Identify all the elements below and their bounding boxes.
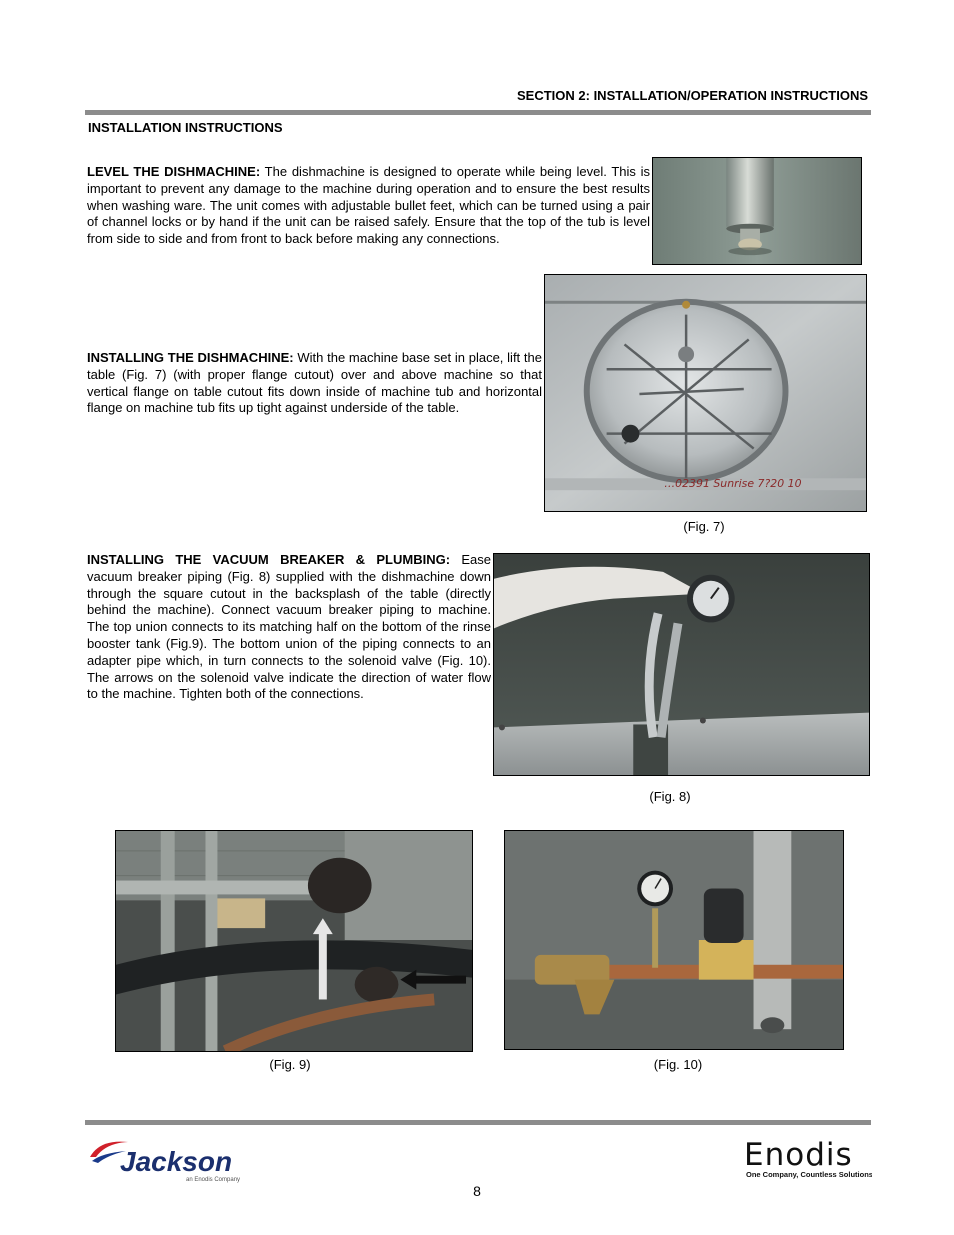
header-rule [85, 110, 871, 115]
vacuum-heading: INSTALLING THE VACUUM BREAKER & PLUMBING: [87, 552, 451, 567]
enodis-logo [742, 1133, 872, 1181]
fig10-caption: (Fig. 10) [653, 1057, 703, 1072]
fig9-photo [115, 830, 473, 1052]
page-number: 8 [473, 1183, 481, 1199]
jackson-logo-subtext: an Enodis Company [186, 1177, 241, 1183]
installing-body: With the machine base set in place, lift the table (Fig. 7) (with proper flange cutout) over and above machine so that vertical flange on table cutout fits down inside of machine tub and horizontal flange on machine tub fits up tight against underside of the table. [87, 350, 542, 416]
subheading: INSTALLATION INSTRUCTIONS [88, 120, 283, 135]
fig7-photo [544, 274, 867, 512]
enodis-tagline: One Company, Countless Solutions [746, 1170, 872, 1179]
fig9-caption: (Fig. 9) [269, 1057, 311, 1072]
installing-heading: INSTALLING THE DISHMACHINE: [87, 350, 294, 365]
installing-paragraph [87, 350, 542, 417]
jackson-logo [86, 1133, 266, 1185]
vacuum-body: Ease vacuum breaker piping (Fig. 8) supplied with the dishmachine down through the square cutout in the backsplash of the table (directly behind the machine). Connect vacuum breaker piping to machine. The top union connects to its matching half on the bottom of the rinse booster tank (Fig.9). The bottom union of the piping connects to an adapter pipe which, in turn connects to the solenoid valve (Fig. 10). The arrows on the solenoid valve indicate the direction of water flow to the machine. Tighten both of the connections. [87, 552, 491, 702]
fig8-caption: (Fig. 8) [649, 789, 691, 804]
level-paragraph [87, 164, 650, 248]
footer-rule [85, 1120, 871, 1125]
section-title: SECTION 2: INSTALLATION/OPERATION INSTRUCTIONS [517, 88, 868, 103]
bullet-foot-photo [652, 157, 862, 265]
enodis-logo-text: Enodis [744, 1137, 853, 1173]
fig8-photo [493, 553, 870, 776]
fig7-handwriting: …02391 Sunrise 7?20 10 [664, 477, 802, 491]
level-heading: LEVEL THE DISHMACHINE: [87, 164, 261, 179]
level-body: The dishmachine is designed to operate while being level. This is important to prevent any damage to the machine during operation and to ensure the best results when washing ware. The unit comes with adjustable bullet feet, which can be turned using a pair of channel locks or by hand if the unit can be raised safely. Ensure that the top of the tub is level from side to side and from front to back before making any connections. [87, 164, 650, 247]
fig10-photo [504, 830, 844, 1050]
fig7-caption: (Fig. 7) [683, 519, 725, 534]
jackson-logo-text: Jackson [120, 1146, 233, 1177]
vacuum-paragraph [87, 552, 491, 703]
